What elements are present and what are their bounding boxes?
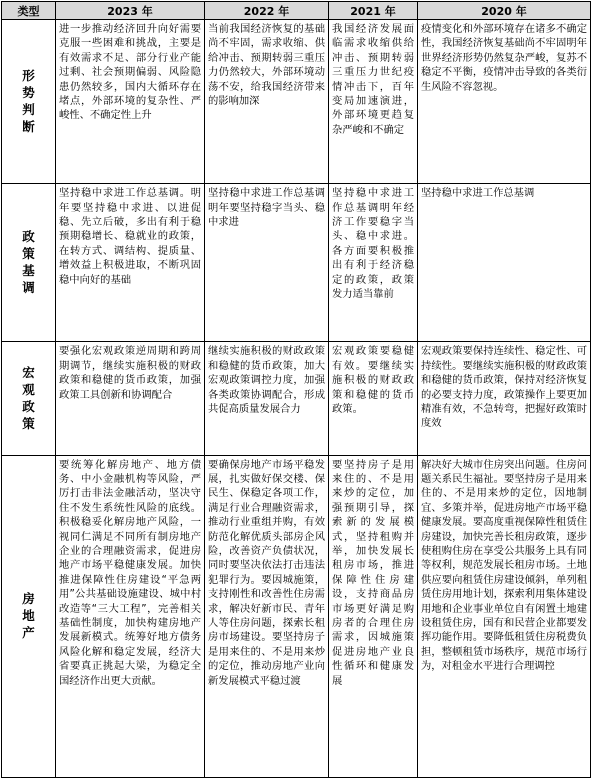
header-2023: 2023 年 bbox=[56, 2, 205, 20]
cell-2021: 我国经济发展面临需求收缩供给冲击、预期转弱三重压力世纪疫情冲击下，百年变局加速演进，外部环境更趋复杂严峻和不确定 bbox=[329, 20, 418, 184]
cell-2023: 要强化宏观政策逆周期和跨周期调节，继续实施积极的财政政策和稳健的货币政策，加强政策工具创新和协调配合 bbox=[56, 342, 205, 455]
category-cell bbox=[2, 20, 56, 184]
table-row-policy-tone bbox=[2, 184, 591, 342]
cell-2020: 宏观政策要保持连续性、稳定性、可持续性。要继续实施积极的财政政策和稳健的货币政策，保持对经济恢复的必要支持力度，政策操作上要更加精准有效，不急转弯，把握好政策时度效 bbox=[418, 342, 591, 455]
cell-2021: 宏观政策要稳健有效。要继续实施积极的财政政策和稳健的货币政策。 bbox=[329, 342, 418, 455]
cell-2022: 坚持稳中求进工作总基调明年要坚持稳字当头、稳中求进 bbox=[205, 184, 329, 342]
cell-2023: 坚持稳中求进工作总基调。明年要坚持稳中求进、以进促稳、先立后破，多出有利于稳预期稳增长、稳就业的政策，在转方式、调结构、提质量、增效益上积极进取，不断巩固稳中向好的基础 bbox=[56, 184, 205, 342]
cell-2020: 解决好大城市住房突出问题。住房问题关系民生福祉。要坚持房子是用来住的、不是用来炒的定位，因地制宜、多策并举，促进房地产市场平稳健康发展。要高度重视保障性租赁住房建设，加快完善长租房政策，逐步使租购住房在享受公共服务上具有同等权利，规范发展长租房市场。土地供应要向租赁住房建设倾斜，单列租赁住房用地计划，探索利用集体建设用地和企业事业单位自有闲置土地建设租赁住房，国有和民营企业都要发挥功能作用。要降低租赁住房税费负担，整顿租赁市场秩序，规范市场行为，对租金水平进行合理调控 bbox=[418, 455, 591, 777]
table-row-real-estate bbox=[2, 455, 591, 777]
category-cell bbox=[2, 184, 56, 342]
cell-2021: 坚持稳中求进工作总基调明年经济工作要稳字当头、稳中求进。各方面要积极推出有利于经济稳定的政策，政策发力适当靠前 bbox=[329, 184, 418, 342]
header-2020: 2020 年 bbox=[418, 2, 591, 20]
cell-2022: 继续实施积极的财政政策和稳健的货币政策，加大宏观政策调控力度，加强各类政策协调配合，形成共促高质量发展合力 bbox=[205, 342, 329, 455]
table-row-situation bbox=[2, 20, 591, 184]
table-row-macro-policy bbox=[2, 342, 591, 455]
category-cell bbox=[2, 455, 56, 777]
category-label: 房地产 bbox=[22, 591, 35, 641]
cell-2020: 疫情变化和外部环境存在诸多不确定性，我国经济恢复基础尚不牢固明年世界经济形势仍然复杂严峻，复苏不稳定不平衡，疫情冲击导致的各类衍生风险不容忽视。 bbox=[418, 20, 591, 184]
policy-comparison-table bbox=[1, 1, 591, 778]
cell-2022: 要确保房地产市场平稳发展，扎实做好保交楼、保民生、保稳定各项工作，满足行业合理融资需求，推动行业重组并购，有效防范化解优质头部房企风险，改善资产负债状况，同时要坚决依法打击违法犯罪行为。要因城施策，支持刚性和改善性住房需求，解决好新市民、青年人等住房问题，探索长租房市场建设。要坚持房子是用来住的、不是用来炒的定位，推动房地产业向新发展模式平稳过渡 bbox=[205, 455, 329, 777]
cell-2023: 要统筹化解房地产、地方债务、中小金融机构等风险，严厉打击非法金融活动，坚决守住不发生系统性风险的底线。积极稳妥化解房地产风险，一视同仁满足不同所有制房地产企业的合理融资需求，促进房地产市场平稳健康发展。加快推进保障性住房建设“平急两用”公共基础设施建设、城中村改造等“三大工程”，完善相关基础性制度，加快构建房地产发展新模式。统筹好地方债务风险化解和稳定发展，经济大省要真正挑起大梁，为稳定全国经济作出更大贡献。 bbox=[56, 455, 205, 777]
category-label: 形势判断 bbox=[22, 68, 35, 135]
cell-2022: 当前我国经济恢复的基础尚不牢固，需求收缩、供给冲击、预期转弱三重压力仍然较大，外部环境动荡不安，给我国经济带来的影响加深 bbox=[205, 20, 329, 184]
policy-comparison-document bbox=[1, 1, 590, 778]
cell-2021: 要坚持房子是用来住的、不是用来炒的定位，加强预期引导，探索新的发展模式，坚持租购并举，加快发展长租房市场，推进保障性住房建设，支持商品房市场更好满足购房者的合理住房需求，因城施策促进房地产业良性循环和健康发展 bbox=[329, 455, 418, 777]
header-2021: 2021 年 bbox=[329, 2, 418, 20]
category-label: 宏观政策 bbox=[22, 364, 35, 431]
category-cell bbox=[2, 342, 56, 455]
header-2022: 2022 年 bbox=[205, 2, 329, 20]
cell-2020: 坚持稳中求进工作总基调 bbox=[418, 184, 591, 342]
cell-2023: 进一步推动经济回升向好需要克服一些困难和挑战，主要是有效需求不足、部分行业产能过剩、社会预期偏弱、风险隐患仍然较多，国内大循环存在堵点，外部环境的复杂性、严峻性、不确定性上升 bbox=[56, 20, 205, 184]
category-label: 政策基调 bbox=[22, 229, 35, 296]
table-header-row bbox=[2, 2, 591, 20]
header-type: 类型 bbox=[2, 2, 56, 20]
